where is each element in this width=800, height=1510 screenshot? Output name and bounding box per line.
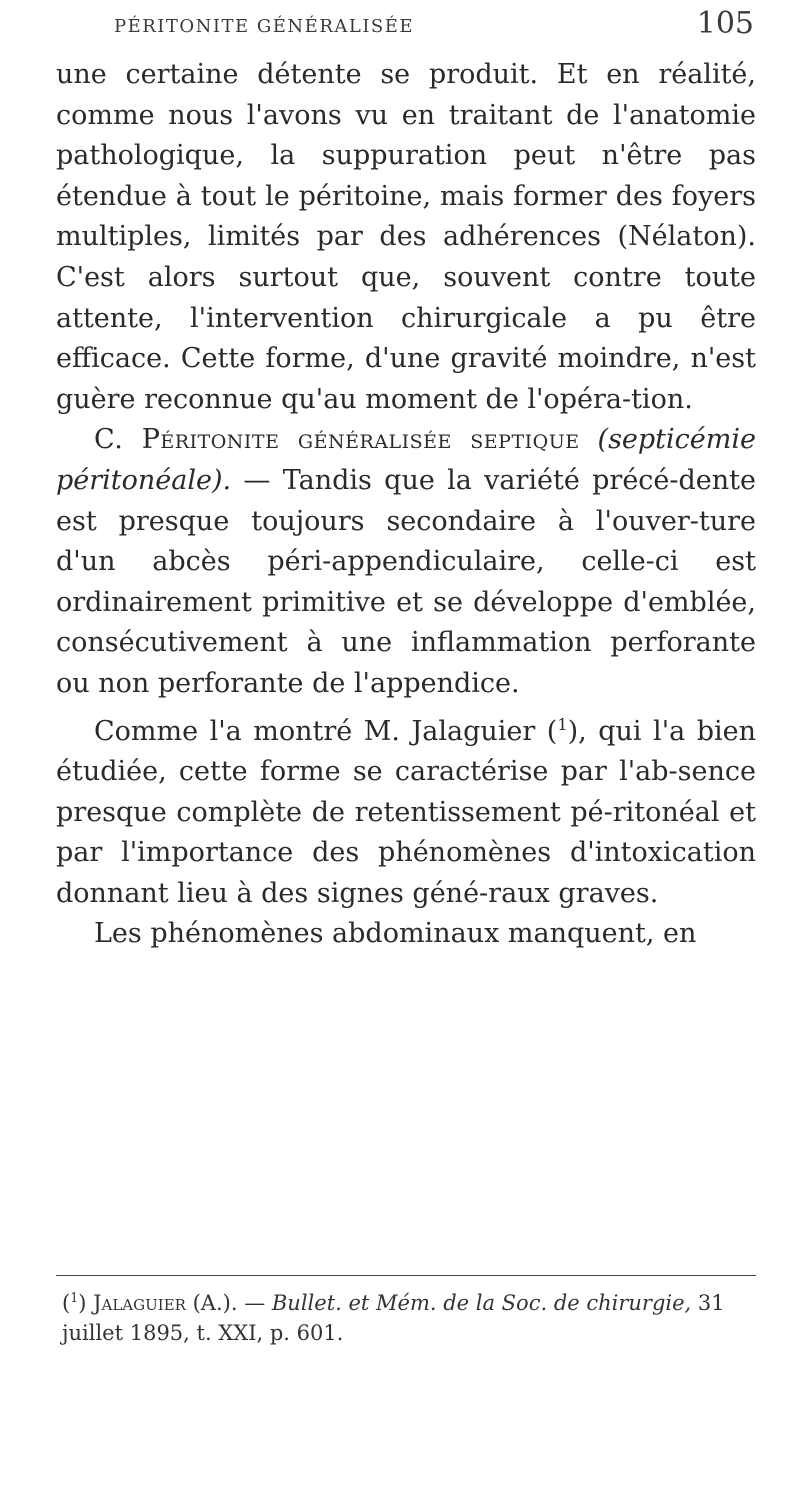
body-text (56, 55, 756, 955)
footnote-details: 31 juillet 1895, t. XXI, p. 601. (62, 1291, 725, 1345)
section-c-text: — Tandis que la variété précé-dente est presque toujours secondaire à l'ouver-ture d'un abcès péri-appendiculaire, celle-ci est ordinairement primitive et se développe d'emblée, consécutivement à une inflammation perforante ou non perforante de l'appendice. (56, 464, 756, 699)
footnote: ($^1$) Jalaguier (A.). — Bullet. et Mém. de la Soc. de chirurgie, 31 juillet 1895, t. XXI, p. 601. (62, 1290, 725, 1345)
page-header (114, 6, 754, 46)
footnote-author: Jalaguier (A.). (93, 1291, 238, 1315)
section-c-subtitle: (septicémie péritonéale). (56, 424, 756, 496)
footnote-divider (56, 1275, 756, 1276)
footnote-separator: — (237, 1291, 272, 1315)
section-c-heading: C. Péritonite généralisée septique (94, 424, 580, 456)
footnote-marker: 1 (70, 1290, 79, 1305)
paragraph-jalaguier-end: ), qui l'a bien étudiée, cette forme se caractérise par l'ab-sence presque complète de retentissement pé-ritonéal et par l'importance des phénomènes d'intoxication donnant lieu à des signes géné-raux graves. (56, 715, 756, 909)
paragraph-jalaguier-start: Comme l'a montré M. Jalaguier ( (94, 715, 558, 747)
paragraph-continuation: une certaine détente se produit. Et en réalité, comme nous l'avons vu en traitant de l'anatomie pathologique, la suppuration peut n'être pas étendue à tout le péritoine, mais former des foyers multiples, limités par des adhérences (Nélaton). C'est alors surtout que, souvent contre toute attente, l'intervention chirurgicale a pu être efficace. Cette forme, d'une gravité moindre, n'est guère reconnue qu'au moment de l'opéra-tion. (56, 59, 756, 415)
paragraph-abdominal: Les phénomènes abdominaux manquent, en (94, 918, 697, 950)
running-title: PÉRITONITE GÉNÉRALISÉE (114, 16, 415, 37)
section-c-paragraph (56, 420, 756, 704)
paragraph-jalaguier (56, 705, 756, 915)
footnote-journal: Bullet. et Mém. de la Soc. de chirurgie, (271, 1291, 692, 1315)
page-number: 105 (696, 6, 754, 41)
footnote-reference: 1 (557, 714, 568, 734)
